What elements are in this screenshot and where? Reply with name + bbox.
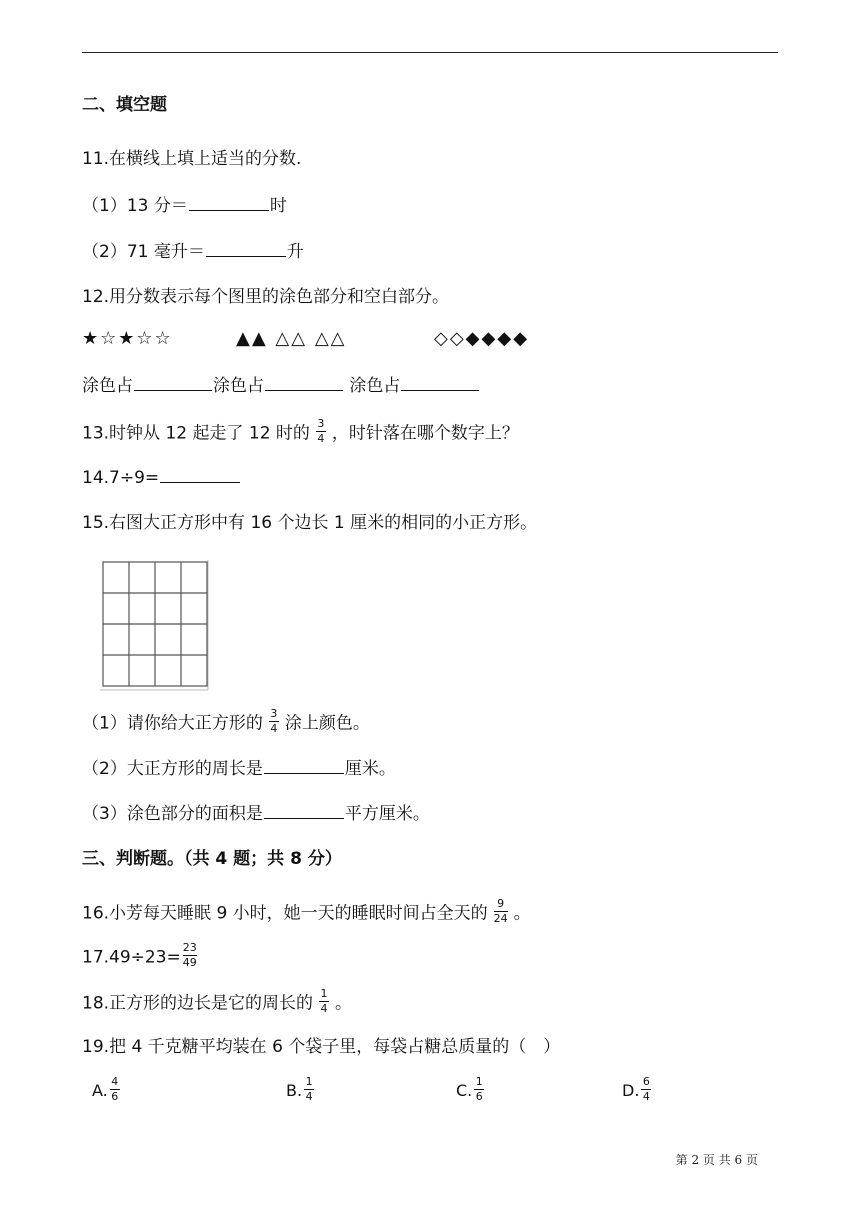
- option-a[interactable]: [92, 1075, 126, 1105]
- q12-label-1: 涂色占: [82, 376, 133, 396]
- triangle-shape-group: ▲▲ △△ △△: [236, 328, 347, 349]
- numerator: 1: [320, 987, 328, 1000]
- option-c[interactable]: [456, 1075, 490, 1105]
- denominator: 4: [317, 432, 325, 445]
- fraction: [316, 418, 326, 445]
- q14-text: 14.7÷9=: [82, 468, 160, 488]
- denominator: 4: [320, 1002, 328, 1015]
- denominator: 6: [111, 1090, 119, 1103]
- answer-blank[interactable]: [160, 466, 240, 483]
- q11-p2-post: 升: [286, 242, 304, 262]
- q16-pre: 16.小芳每天睡眠 9 小时，她一天的睡眠时间占全天的: [82, 903, 488, 924]
- fraction: [110, 1076, 120, 1103]
- numerator: 3: [270, 707, 278, 720]
- question-19-stem: 19.把 4 千克糖平均装在 6 个袋子里，每袋占糖总质量的（ ）: [82, 1037, 561, 1057]
- fraction: [319, 988, 329, 1015]
- denominator: 49: [182, 956, 197, 969]
- numerator: 3: [317, 417, 325, 430]
- numerator: 1: [475, 1075, 483, 1088]
- q15-p3-post: 平方厘米。: [344, 804, 430, 824]
- star-shape-group: ★☆★☆☆: [82, 328, 173, 349]
- fraction: [474, 1076, 484, 1103]
- question-17: [82, 941, 203, 971]
- question-15-stem: 15.右图大正方形中有 16 个边长 1 厘米的相同的小正方形。: [82, 513, 538, 533]
- answer-blank[interactable]: [189, 194, 269, 211]
- q16-post: 。: [513, 903, 531, 924]
- fraction: [641, 1076, 651, 1103]
- question-11-stem: 11.在横线上填上适当的分数.: [82, 149, 302, 169]
- denominator: 4: [305, 1090, 313, 1103]
- question-12-answers: [82, 374, 480, 397]
- q13-post: ，时针落在哪个数字上？: [331, 423, 519, 444]
- q17-pre: 17.49÷23=: [82, 947, 181, 968]
- section-title-true-false: 三、判断题。（共 4 题；共 8 分）: [82, 849, 342, 869]
- q18-post: 。: [335, 993, 353, 1014]
- page-number: 第 2 页 共 6 页: [675, 1153, 758, 1167]
- option-label: D.: [622, 1081, 640, 1100]
- option-b[interactable]: [286, 1075, 320, 1105]
- numerator: 23: [182, 941, 197, 954]
- question-15-part-2: [82, 757, 396, 780]
- numerator: 4: [111, 1075, 119, 1088]
- option-label: C.: [456, 1081, 473, 1100]
- question-12-stem: 12.用分数表示每个图里的涂色部分和空白部分。: [82, 287, 450, 307]
- q15-p3-pre: （3）涂色部分的面积是: [82, 804, 263, 824]
- q11-p2-pre: （2）71 毫升＝: [82, 242, 205, 262]
- fraction: [183, 942, 197, 969]
- option-label: B.: [286, 1081, 303, 1100]
- question-15-part-3: [82, 802, 430, 825]
- question-13: [82, 417, 519, 447]
- answer-blank[interactable]: [264, 757, 344, 774]
- q18-pre: 18.正方形的边长是它的周长的: [82, 993, 314, 1014]
- question-11-part-2: [82, 240, 304, 263]
- header-rule: [82, 52, 778, 53]
- question-16: [82, 897, 531, 927]
- answer-blank[interactable]: [265, 374, 343, 391]
- q12-label-2: 涂色占: [213, 376, 264, 396]
- q15-p2-pre: （2）大正方形的周长是: [82, 759, 263, 779]
- square-grid-figure: [100, 560, 212, 692]
- fraction: [304, 1076, 314, 1103]
- denominator: 6: [475, 1090, 483, 1103]
- numerator: 9: [497, 897, 505, 910]
- q15-p2-post: 厘米。: [344, 759, 396, 779]
- fraction: [269, 708, 279, 735]
- question-14: [82, 466, 241, 489]
- answer-blank[interactable]: [401, 374, 479, 391]
- denominator: 24: [493, 912, 508, 925]
- q15-p1-pre: （1）请你给大正方形的: [82, 713, 263, 734]
- question-15-part-1: [82, 707, 370, 737]
- q12-label-3: 涂色占: [349, 376, 401, 396]
- q15-p1-post: 涂上颜色。: [284, 713, 370, 734]
- question-18: [82, 987, 353, 1017]
- denominator: 4: [642, 1090, 650, 1103]
- q11-p1-post: 时: [269, 196, 287, 216]
- q11-p1-pre: （1）13 分＝: [82, 196, 188, 216]
- question-11-part-1: [82, 194, 287, 217]
- numerator: 6: [642, 1075, 650, 1088]
- section-title-fill-in: 二、填空题: [82, 95, 167, 115]
- answer-blank[interactable]: [206, 240, 286, 257]
- fraction: [494, 898, 508, 925]
- numerator: 1: [305, 1075, 313, 1088]
- q13-pre: 13.时钟从 12 起走了 12 时的: [82, 423, 310, 444]
- denominator: 4: [270, 722, 278, 735]
- diamond-shape-group: ◇◇◆◆◆◆: [434, 328, 530, 349]
- option-label: A.: [92, 1081, 108, 1100]
- answer-blank[interactable]: [264, 802, 344, 819]
- answer-blank[interactable]: [134, 374, 212, 391]
- option-d[interactable]: [622, 1075, 657, 1105]
